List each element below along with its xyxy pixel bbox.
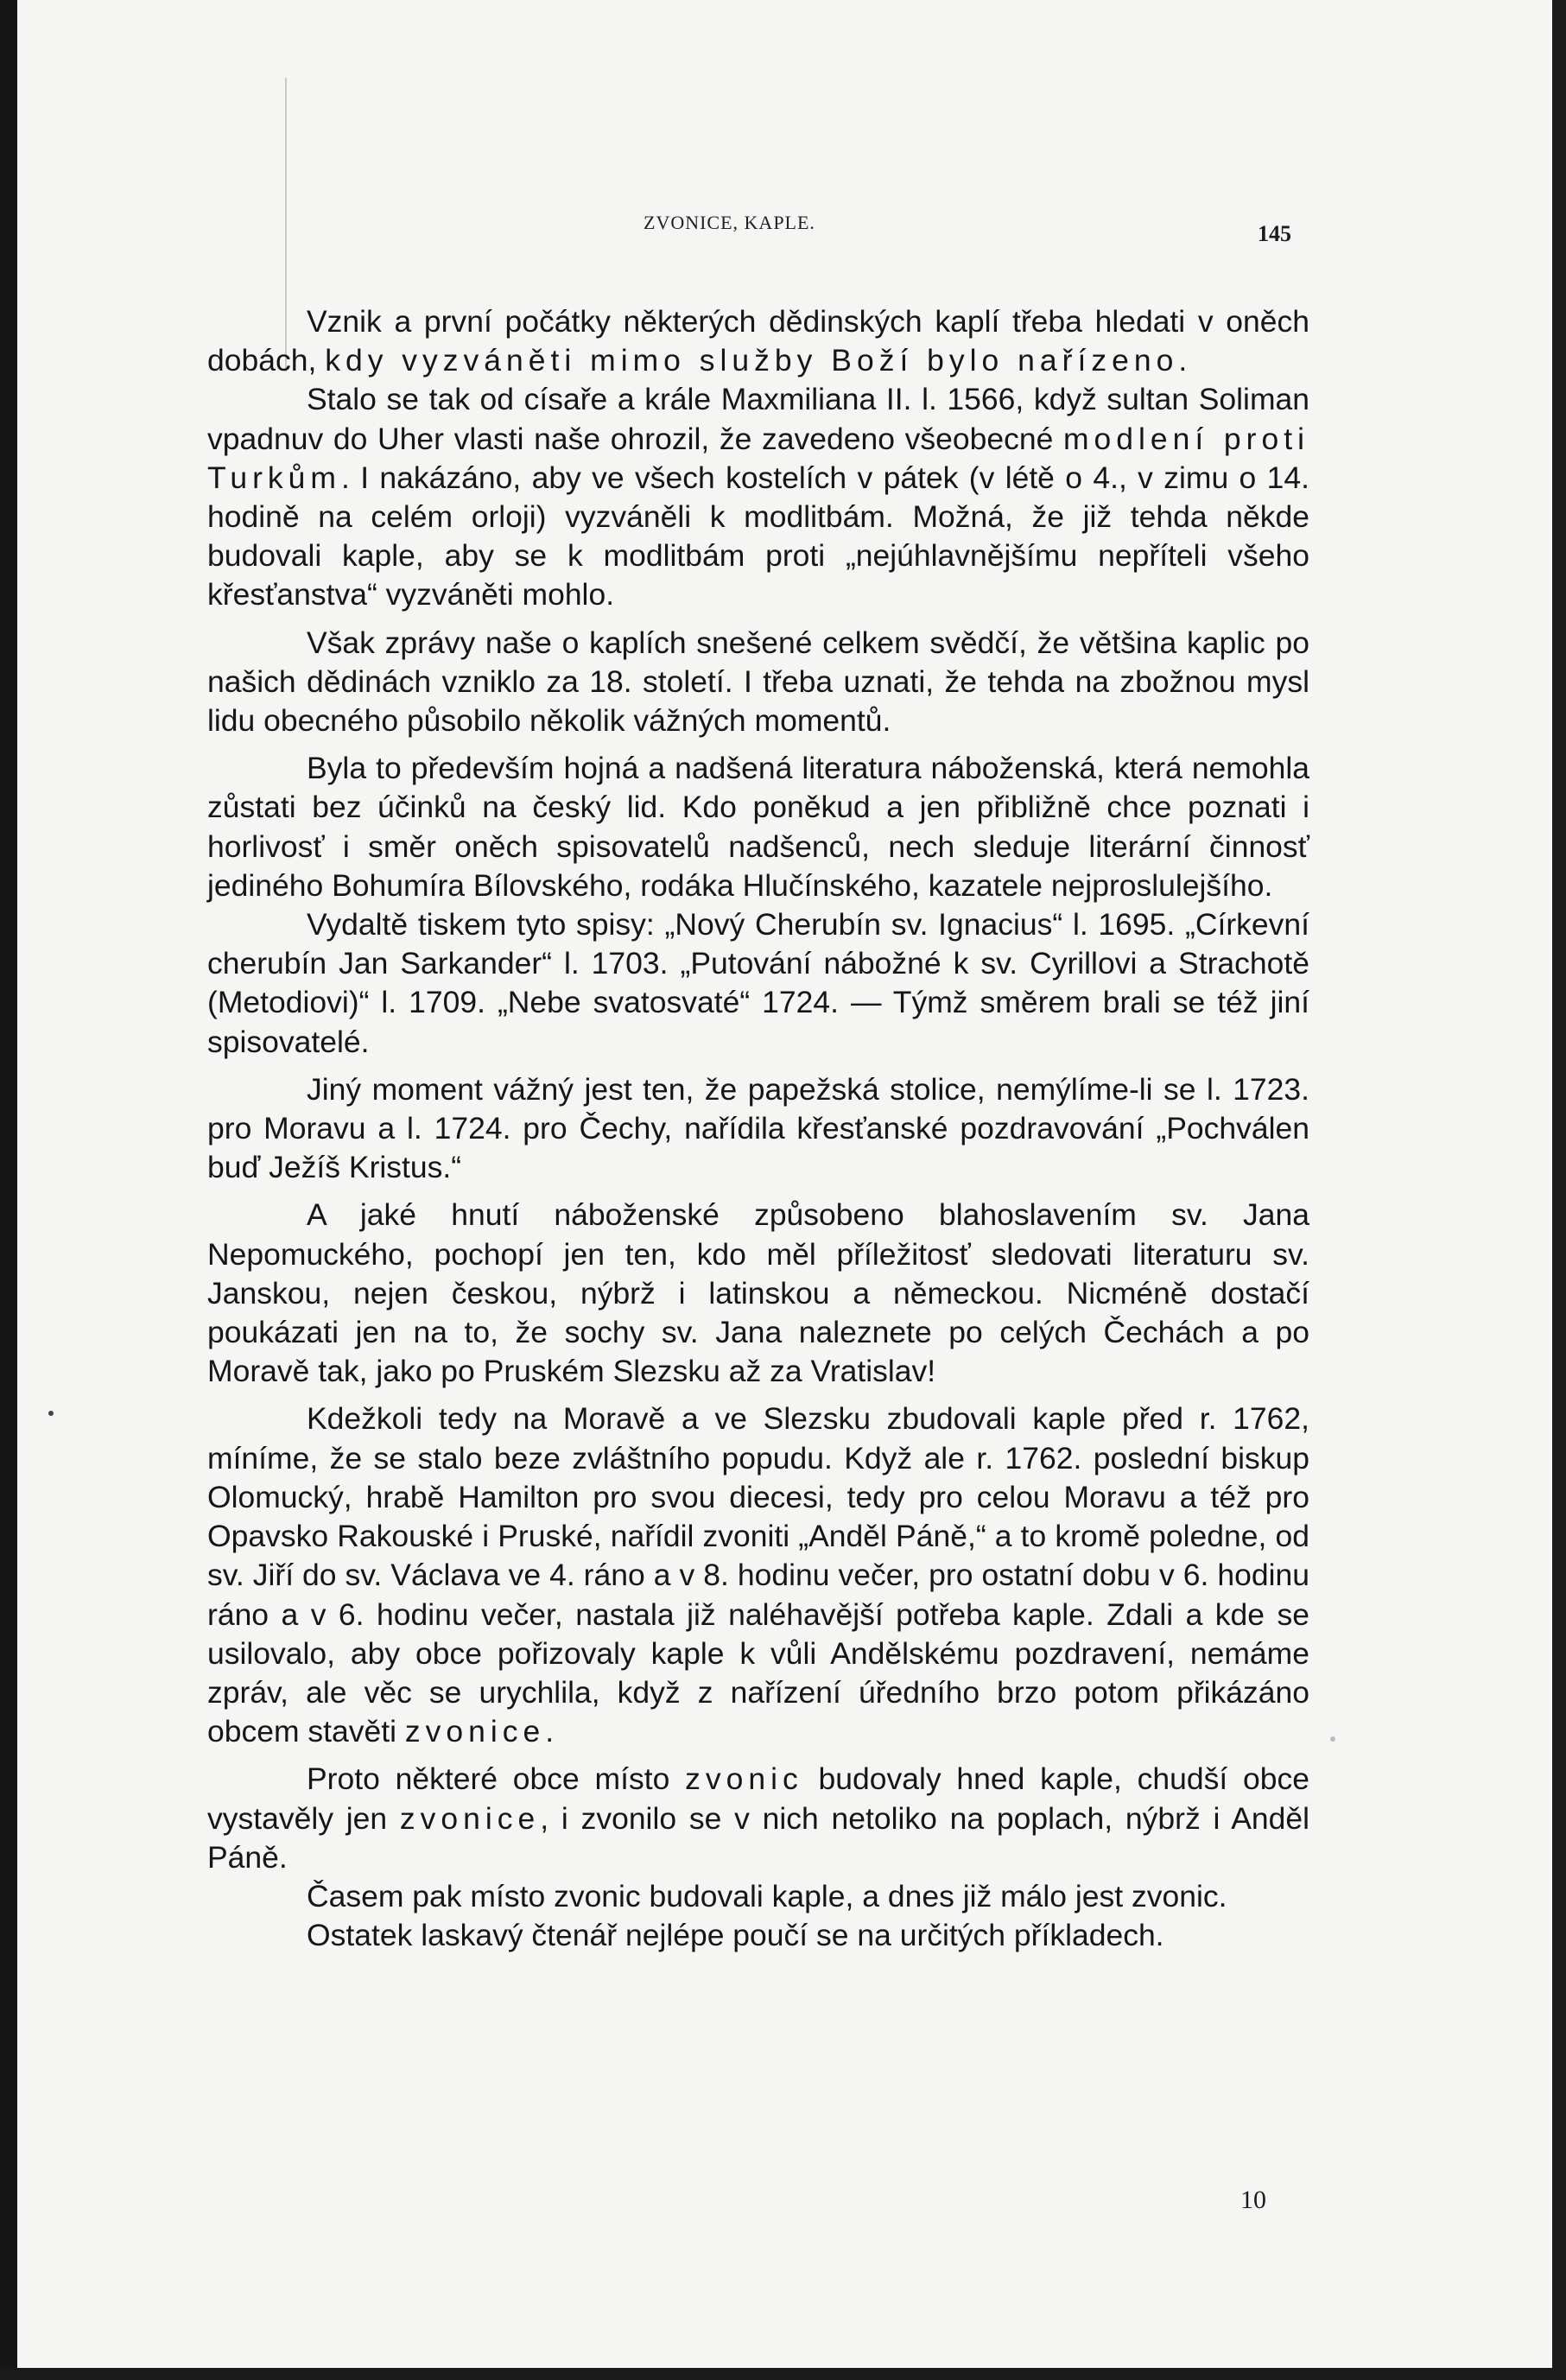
text-run: Časem pak místo zvonic budovali kaple, a dnes již málo jest zvonic. xyxy=(307,1878,1227,1914)
text-run: Však zprávy naše o kaplích snešené celkem svědčí, že většina kaplic po našich dědinách vzniklo za 18. století. I třeba uznati, že tehda na zbožnou mysl lidu obecného působilo několik vážných momentů. xyxy=(207,625,1309,739)
paragraph-18th-century xyxy=(207,624,1309,741)
scan-speck xyxy=(1330,1736,1335,1742)
text-run: . xyxy=(545,1714,555,1749)
text-run: Jiný moment vážný jest ten, že papežská stolice, nemýlíme-li se l. 1723. pro Moravu a l. 1724. pro Čechy, nařídila křesťanské pozdravování „Pochválen buď Ježíš Kristus.“ xyxy=(207,1071,1309,1185)
paragraph-hamilton xyxy=(207,1399,1309,1751)
text-run: . I nakázáno, aby ve všech kostelích v pátek (v létě o 4., v zimu o 14. hodině na celém orloji) vyzváněli k modlitbám. Možná, že již tehda někde budovali kaple, aby se k modlitbám proti „nejúhlavnějšímu nepříteli všeho křesťanstva“ vyzváněti mohlo. xyxy=(207,460,1309,612)
paragraph-closing xyxy=(207,1916,1309,1955)
scan-edge-bottom xyxy=(0,2368,1566,2380)
text-run: Ostatek laskavý čtenář nejlépe poučí se na určitých příkladech. xyxy=(307,1918,1164,1953)
paragraph-maxmilian xyxy=(207,380,1309,614)
scan-speck xyxy=(48,1411,54,1416)
text-run: budovaly hned kaple, chudší obce vystavěly jen xyxy=(207,1761,1309,1836)
text-run: . xyxy=(1178,343,1188,378)
paragraph-writings xyxy=(207,905,1309,1062)
body-text xyxy=(207,302,1309,1955)
spaced-emphasis: modlení proti Turkům xyxy=(207,421,1309,495)
text-run: Stalo se tak od císaře a krále Maxmiliana II. l. 1566, když sultan Soliman vpadnuv do Uher vlasti naše ohrozil, že zavedeno všeobecné xyxy=(207,382,1309,456)
paragraph-origin xyxy=(207,302,1309,380)
text-run: , i zvonilo se v nich netoliko na poplach, nýbrž i Anděl Páně. xyxy=(207,1800,1309,1875)
spaced-emphasis: kdy vyzváněti mimo služby Boží bylo nařízeno xyxy=(325,343,1179,378)
text-run: Kdežkoli tedy na Moravě a ve Slezsku zbudovali kaple před r. 1762, míníme, že se stalo beze zvláštního popudu. Když ale r. 1762. poslední biskup Olomucký, hrabě Hamilton pro svou diecesi, tedy pro celou Moravu a též pro Opavsko Rakouské i Pruské, nařídil zvoniti „Anděl Páně,“ a to kromě poledne, od sv. Jiří do sv. Václava ve 4. ráno a v 8. hodinu večer, pro ostatní dobu v 6. hodinu ráno a v 6. hodinu večer, nastala již naléhavější potřeba kaple. Zdali a kde se usilovalo, aby obce pořizovaly kaple k vůli Andělskému pozdravení, nemáme zpráv, ale věc se urychlila, když z nařízení úředního brzo potom přikázáno obcem stavěti xyxy=(207,1401,1309,1749)
text-run: Proto některé obce místo xyxy=(307,1761,686,1797)
spaced-emphasis: zvonice xyxy=(404,1714,546,1749)
running-head: ZVONICE, KAPLE. xyxy=(644,212,815,233)
page-number: 145 xyxy=(1258,221,1291,246)
scan-edge-left xyxy=(0,0,17,2380)
scan-edge-right xyxy=(1552,0,1566,2380)
paragraph-nepomuk xyxy=(207,1196,1309,1391)
paragraph-today xyxy=(207,1877,1309,1916)
text-run: Vznik a první počátky některých dědinských kaplí třeba hledati v oněch dobách, xyxy=(207,304,1309,378)
text-run: Byla to především hojná a nadšená literatura náboženská, která nemohla zůstati bez účinků na český lid. Kdo poněkud a jen přibližně chce poznati i horlivosť i směr oněch spisovatelů nadšenců, nech sleduje literární činnosť jediného Bohumíra Bílovského, rodáka Hlučínského, kazatele nejproslulejšího. xyxy=(207,751,1309,903)
text-run: A jaké hnutí náboženské způsobeno blahoslavením sv. Jana Nepomuckého, pochopí jen ten, kdo měl příležitosť sledovati literaturu sv. Janskou, nejen českou, nýbrž i latinskou a německou. Nicméně dostačí poukázati jen na to, že sochy sv. Jana naleznete po celých Čechách a po Moravě tak, jako po Pruském Slezsku až za Vratislav! xyxy=(207,1197,1309,1389)
paragraph-papal-see xyxy=(207,1070,1309,1188)
spaced-emphasis: zvonice xyxy=(399,1800,541,1836)
spaced-emphasis: zvonic xyxy=(685,1761,803,1797)
paragraph-literature xyxy=(207,749,1309,905)
paragraph-bell-towers xyxy=(207,1760,1309,1877)
text-run: Vydaltě tiskem tyto spisy: „Nový Cherubín sv. Ignacius“ l. 1695. „Církevní cherubín Jan Sarkander“ l. 1703. „Putování nábožné k sv. Cyrillovi a Strachotě (Metodiovi)“ l. 1709. „Nebe svatosvaté“ 1724. — Týmž směrem brali se též jiní spisovatelé. xyxy=(207,907,1309,1059)
signature-mark: 10 xyxy=(1240,2186,1266,2214)
